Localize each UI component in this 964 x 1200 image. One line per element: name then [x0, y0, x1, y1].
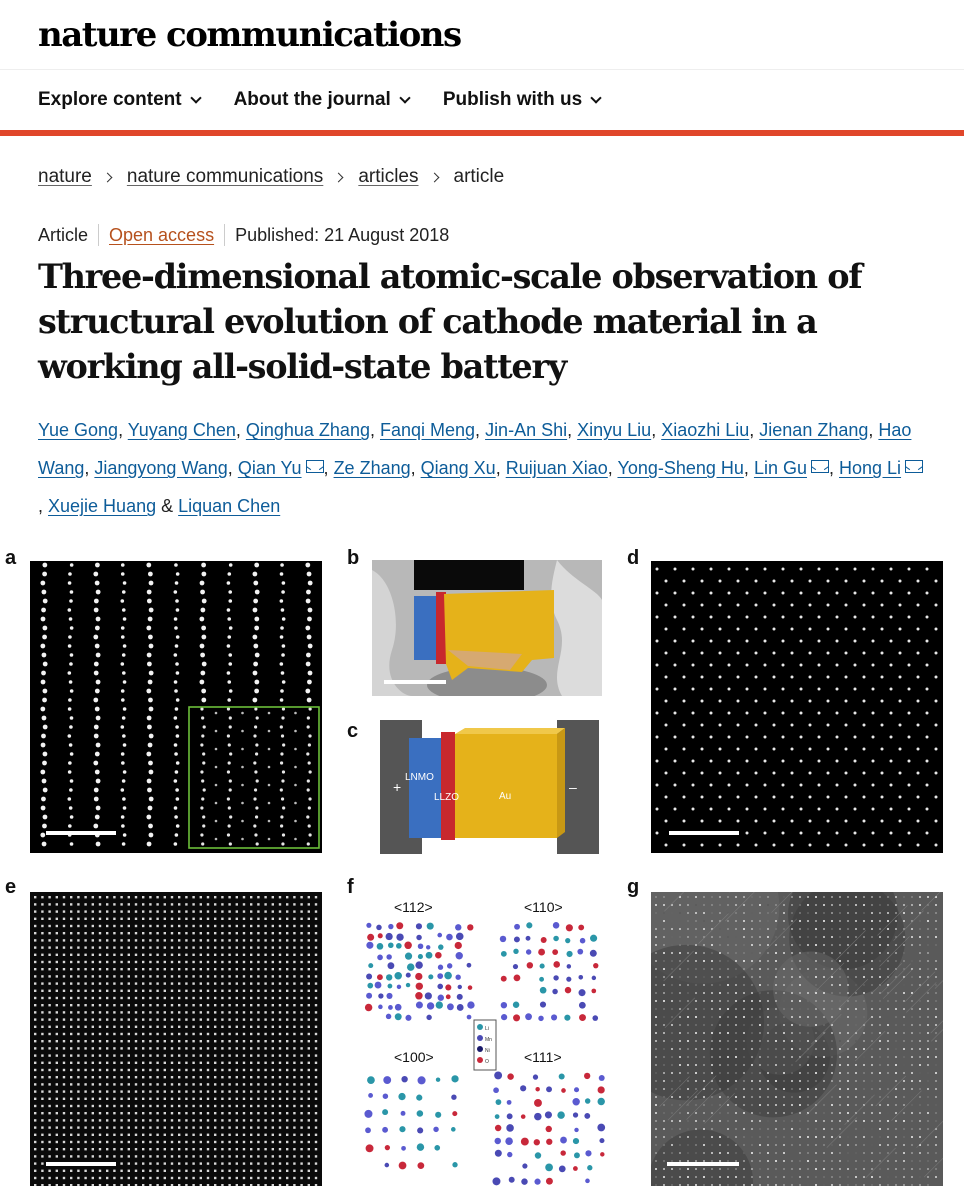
lnmo-label: LNMO [405, 772, 434, 783]
panel-label-f: f [347, 876, 354, 898]
author-link[interactable]: Yuyang Chen [127, 420, 236, 440]
author-link[interactable]: Jienan Zhang [759, 420, 869, 440]
author-separator: , [828, 458, 839, 478]
author-link[interactable]: Liquan Chen [178, 496, 281, 516]
au-label: Au [499, 791, 512, 802]
panel-e-stem-image [30, 892, 322, 1186]
plus-terminal-label: + [393, 779, 402, 795]
legend-mn: Mn [485, 1037, 492, 1043]
panel-b-sem-image [372, 560, 602, 696]
author-separator: & [156, 496, 179, 516]
mail-icon[interactable] [905, 460, 923, 473]
divider [224, 224, 225, 246]
author-link[interactable]: Yong-Sheng Hu [617, 458, 744, 478]
legend-ni: Ni [485, 1048, 490, 1054]
figure-1[interactable] [0, 540, 964, 1200]
author-separator: , [495, 458, 506, 478]
author-separator: , [369, 420, 380, 440]
breadcrumb-link-journal[interactable]: nature communications [126, 166, 324, 187]
chevron-right-icon [334, 172, 344, 182]
author-link[interactable]: Yue Gong [38, 420, 119, 440]
nav-publish-with-us[interactable] [443, 89, 600, 111]
panel-g-stem-image [651, 892, 943, 1186]
author-link[interactable]: Qian Yu [237, 458, 302, 478]
author-link[interactable]: Lin Gu [753, 458, 807, 478]
chevron-down-icon [399, 92, 410, 103]
chevron-right-icon [429, 172, 439, 182]
zone-axis-100: <100> [394, 1049, 434, 1065]
nav-label: Publish with us [442, 89, 583, 110]
author-separator: , [651, 420, 662, 440]
zone-axis-110: <110> [524, 899, 563, 915]
nav-label: Explore content [38, 89, 182, 110]
open-access-link[interactable]: Open access [109, 224, 215, 245]
author-separator: , [227, 458, 238, 478]
panel-c-battery-schematic [375, 720, 600, 854]
chevron-right-icon [102, 172, 112, 182]
author-link[interactable]: Ze Zhang [333, 458, 411, 478]
panel-label-e: e [5, 876, 17, 898]
sem-micrograph [372, 560, 602, 696]
scale-bar [667, 1162, 739, 1166]
author-link[interactable]: Qinghua Zhang [245, 420, 370, 440]
scale-bar [669, 831, 739, 835]
divider [98, 224, 99, 246]
panel-label-d: d [627, 547, 640, 569]
article-title: Three-dimensional atomic-scale observation of structural evolution of cathode material in a working all-solid-state battery [38, 257, 862, 386]
author-link[interactable]: Qiang Xu [420, 458, 496, 478]
main-nav [0, 70, 964, 136]
author-list [0, 411, 964, 525]
author-link[interactable]: Jin-An Shi [485, 420, 568, 440]
breadcrumb-link-nature[interactable]: nature [38, 166, 92, 187]
chevron-down-icon [190, 92, 201, 103]
panel-label-c: c [347, 720, 359, 742]
chevron-down-icon [591, 92, 602, 103]
mail-icon[interactable] [811, 460, 829, 473]
breadcrumb-current: article [453, 166, 505, 187]
scale-bar [384, 680, 446, 684]
author-link[interactable]: Xinyu Liu [577, 420, 652, 440]
author-link[interactable]: Ruijuan Xiao [505, 458, 608, 478]
legend-o: O [485, 1059, 489, 1065]
zone-axis-112: <112> [394, 899, 433, 915]
mail-icon[interactable] [306, 460, 324, 473]
author-link[interactable]: Xuejie Huang [48, 496, 157, 516]
panel-f-crystal-models [356, 880, 618, 1190]
zone-axis-111: <111> [524, 1049, 562, 1065]
author-separator: , [868, 420, 879, 440]
battery-schematic [375, 720, 600, 854]
nav-label: About the journal [233, 89, 391, 110]
breadcrumb [0, 166, 964, 188]
scale-bar [46, 1162, 116, 1166]
author-separator: , [607, 458, 618, 478]
panel-a-stem-image [30, 561, 322, 853]
author-separator: , [743, 458, 754, 478]
panel-label-g: g [627, 876, 640, 898]
panel-label-a: a [5, 547, 17, 569]
author-separator: , [118, 420, 128, 440]
breadcrumb-link-articles[interactable]: articles [358, 166, 419, 187]
minus-terminal-label: – [569, 779, 577, 795]
author-separator: , [84, 458, 95, 478]
author-separator: , [410, 458, 421, 478]
article-type: Article [38, 224, 89, 245]
author-separator: , [235, 420, 246, 440]
author-link[interactable]: Hao Wang [38, 420, 912, 478]
masthead [0, 0, 964, 70]
published-date: Published: 21 August 2018 [235, 224, 450, 245]
author-separator: , [323, 458, 334, 478]
author-separator: , [475, 420, 486, 440]
panel-label-b: b [347, 547, 360, 569]
panel-d-stem-image [651, 561, 943, 853]
llzo-label: LLZO [434, 792, 460, 803]
journal-logo[interactable]: nature communications [38, 15, 461, 55]
author-link[interactable]: Fanqi Meng [379, 420, 476, 440]
scale-bar [46, 831, 116, 835]
author-link[interactable]: Jiangyong Wang [94, 458, 228, 478]
article-meta [0, 224, 964, 246]
author-link[interactable]: Xiaozhi Liu [661, 420, 750, 440]
nav-about-journal[interactable] [234, 89, 409, 111]
nav-explore-content[interactable] [38, 89, 200, 111]
author-separator: , [567, 420, 578, 440]
author-separator: , [38, 496, 49, 516]
author-separator: , [749, 420, 760, 440]
author-link[interactable]: Hong Li [839, 458, 902, 478]
legend-li: Li [485, 1026, 489, 1032]
